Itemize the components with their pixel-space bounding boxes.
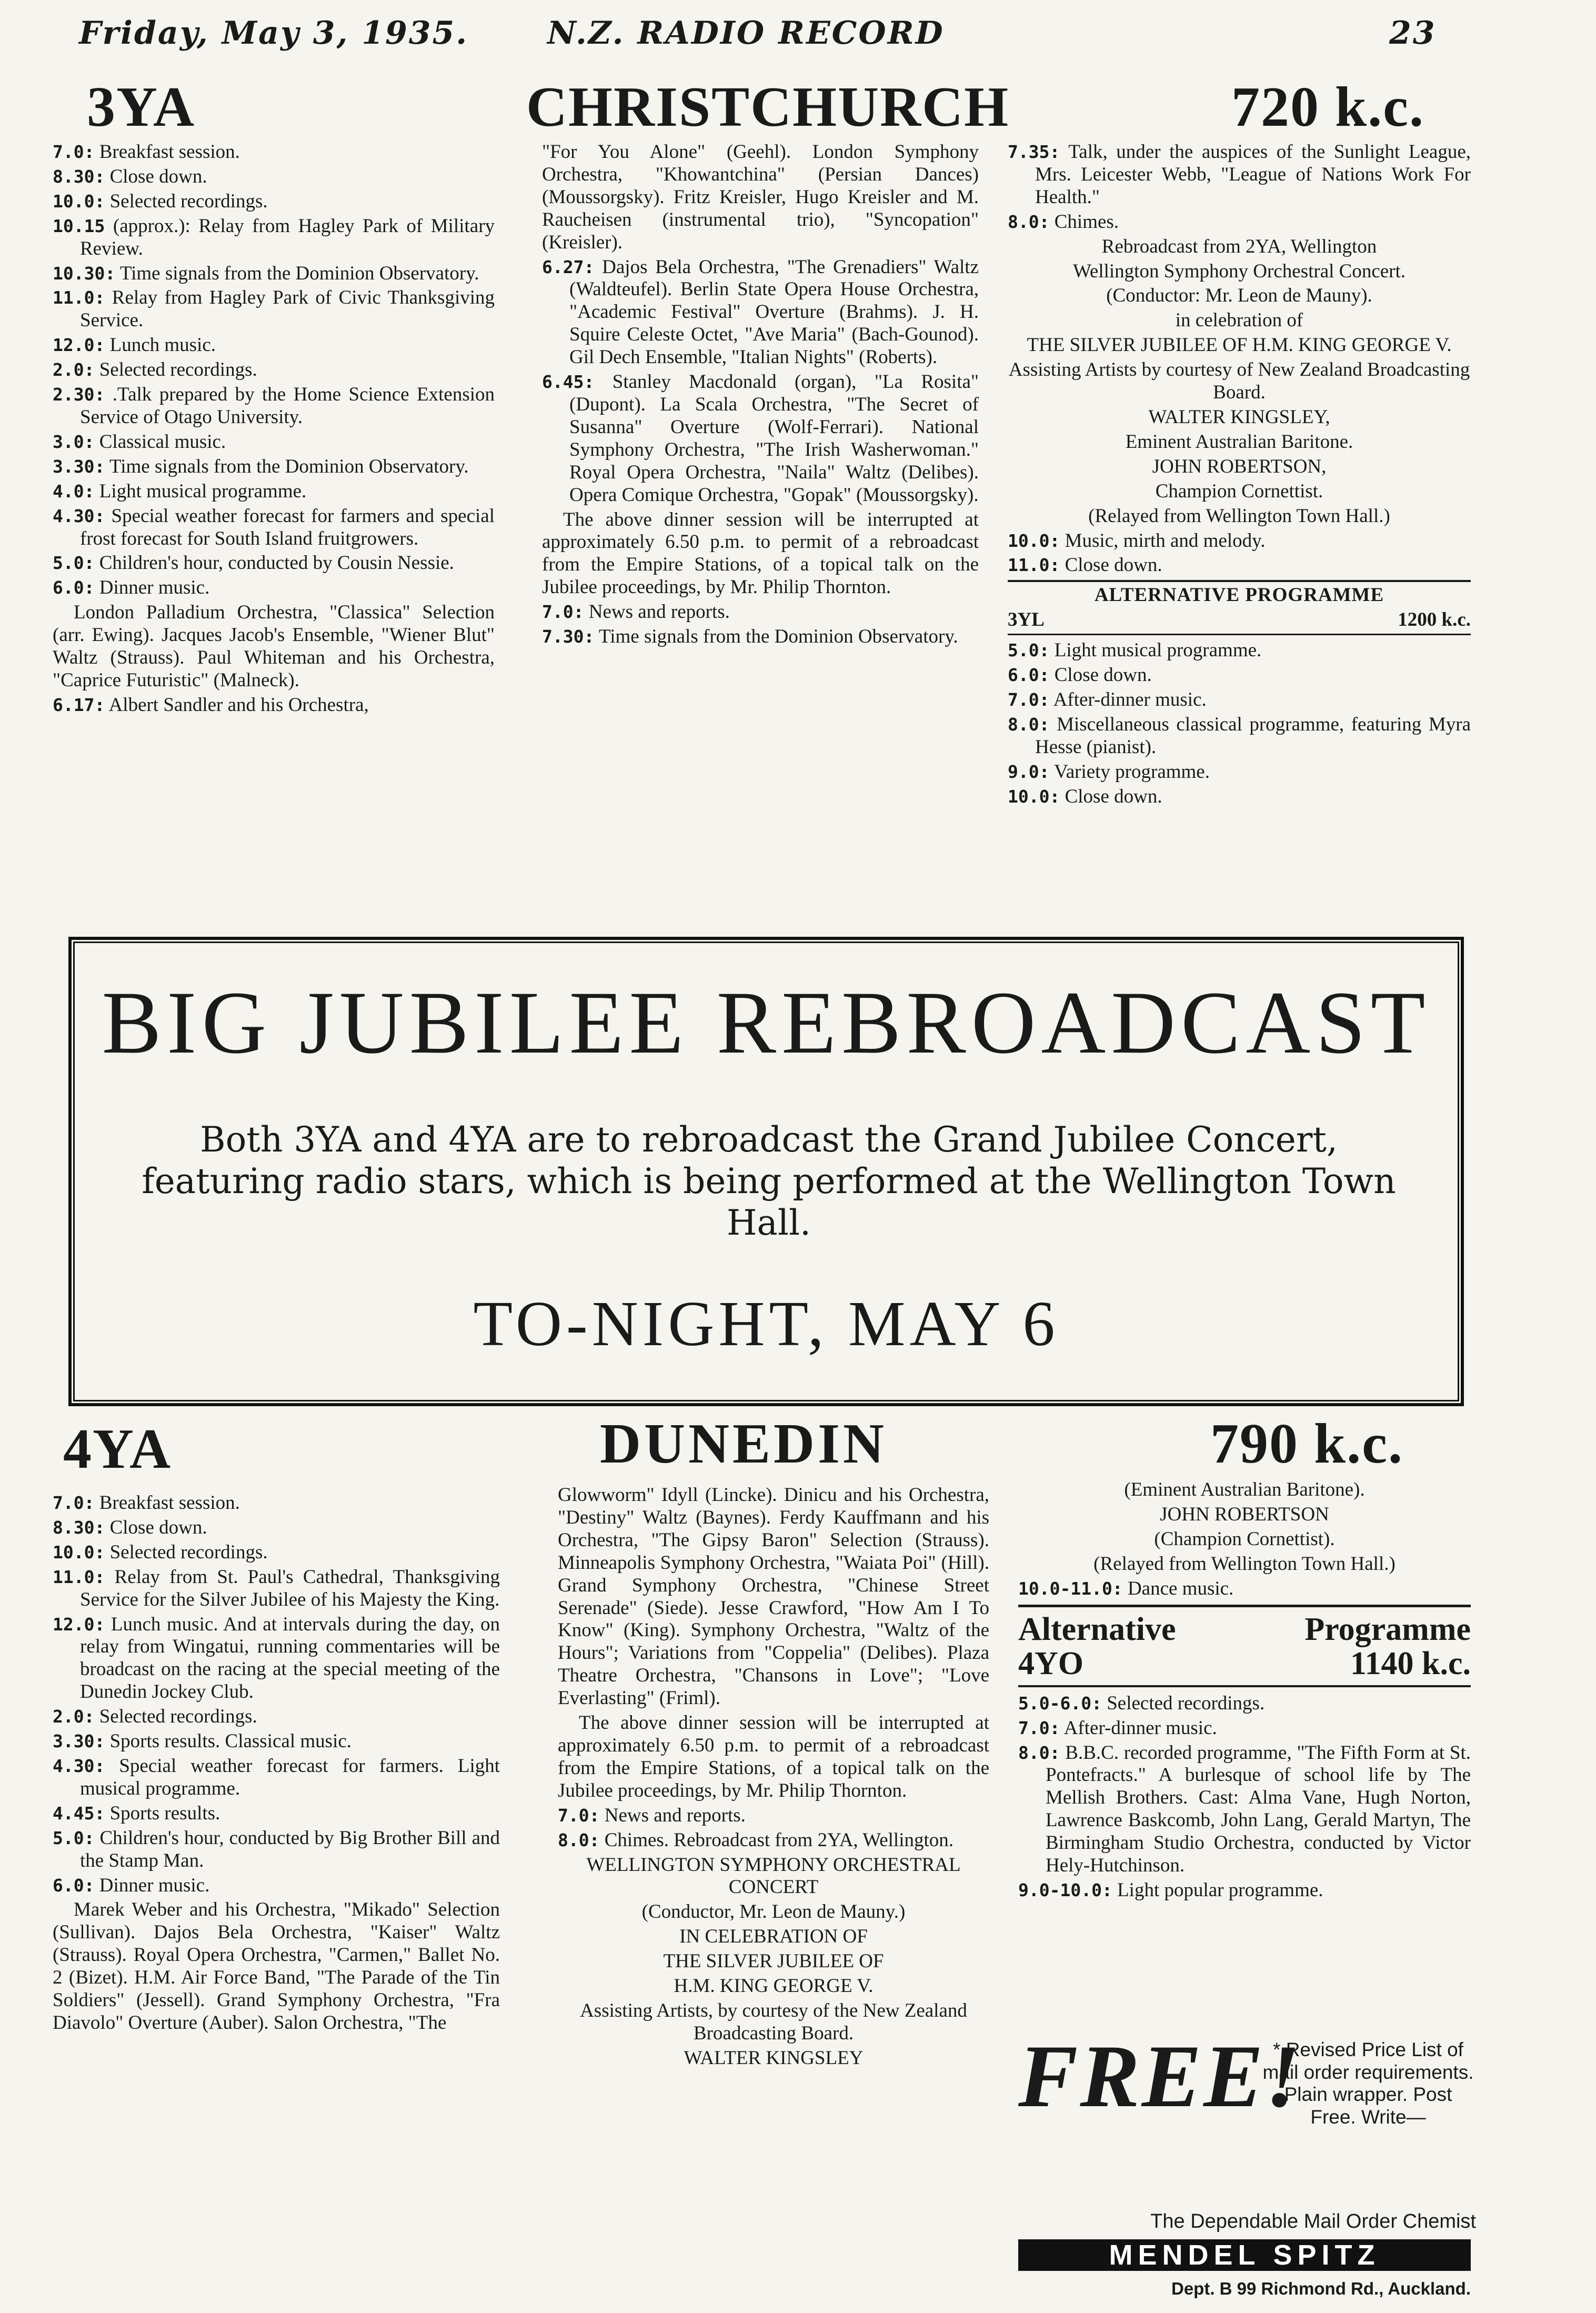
schedule-text: .Talk prepared by the Home Science Extension Service of Otago University. <box>80 384 495 428</box>
centered-line: (Conductor, Mr. Leon de Mauny.) <box>641 1901 906 1923</box>
schedule-text: Close down. <box>109 165 207 187</box>
schedule-time: 6.0: <box>53 1875 95 1896</box>
schedule-text: (approx.): Relay from Hagley Park of Military Review. <box>80 215 495 259</box>
schedule-item <box>1008 761 1471 784</box>
schedule-item <box>542 601 979 624</box>
newspaper-title: N.Z. RADIO RECORD <box>547 15 945 52</box>
schedule-time: 3.0: <box>53 431 95 452</box>
schedule-text: Dinner music. <box>99 577 210 599</box>
banner-title: BIG JUBILEE REBROADCAST <box>102 973 1431 1072</box>
schedule-text: After-dinner music. <box>1063 1717 1217 1739</box>
schedule-text: Light musical programme. <box>99 480 307 502</box>
alt-freq: 1200 k.c. <box>1398 609 1471 631</box>
centered-line: JOHN ROBERTSON <box>1160 1503 1329 1525</box>
schedule-item <box>542 371 979 506</box>
schedule-text: Stanley Macdonald (organ), "La Rosita" (Dupont). La Scala Orchestra, "The Secret of Susanna" Overture (Wolf-Ferrari). National Symphony Orchestra, "The Irish Washerwoman." Royal Opera Orchestra, "Naila" Waltz (Delibes). Opera Comique Orchestra, "Gopak" (Moussorgsky). <box>569 371 979 506</box>
dinner-music-para: Marek Weber and his Orchestra, "Mikado" Selection (Sullivan). Dajos Bela Orchestra, "Kaiser" Waltz (Strauss). Royal Opera Orchestra, "Carmen," Ballet No. 2 (Bizet). H.M. Air Force Band, "The Parade of the Tin Soldiers" (Jessell). Grand Symphony Orchestra, "Fra Diavolo" Overture (Auber). Salon Orchestra, "The <box>53 1899 500 2034</box>
alt-freq: 1140 k.c. <box>1350 1645 1471 1681</box>
schedule-time: 7.0: <box>1008 689 1050 710</box>
centered-line: JOHN ROBERTSON, <box>1152 455 1327 477</box>
centered-line: in celebration of <box>1175 309 1303 332</box>
schedule-time: 10.30: <box>53 263 116 284</box>
schedule-item <box>53 334 495 357</box>
schedule-item <box>53 263 495 285</box>
schedule-item <box>53 1755 500 1800</box>
schedule-time: 3.30: <box>53 1731 105 1752</box>
schedule-item <box>558 1829 989 1852</box>
ad-tagline: The Dependable Mail Order Chemist <box>1150 2210 1476 2232</box>
schedule-time: 5.0: <box>1008 640 1050 661</box>
station-3ya: 3YA <box>87 76 196 138</box>
schedule-time: 8.0: <box>1008 714 1050 735</box>
schedule-item <box>53 456 495 478</box>
centered-line: THE SILVER JUBILEE OF H.M. KING GEORGE V. <box>1027 334 1452 356</box>
centered-line: Rebroadcast from 2YA, Wellington <box>1101 235 1377 257</box>
alt-label: Alternative <box>1018 1611 1176 1647</box>
schedule-time: 5.0: <box>53 1827 95 1848</box>
schedule-text: Variety programme. <box>1054 760 1210 783</box>
schedule-text: Lunch music. <box>109 334 216 356</box>
schedule-item <box>1008 141 1471 209</box>
schedule-item <box>53 1566 500 1611</box>
schedule-item <box>53 215 495 261</box>
schedule-text: Sports results. <box>109 1802 220 1824</box>
schedule-time: 12.0: <box>53 335 105 356</box>
schedule-item <box>1018 1717 1471 1740</box>
freq-4ya: 790 k.c. <box>1210 1413 1403 1475</box>
ad-address: Dept. B 99 Richmond Rd., Auckland. <box>1171 2279 1471 2298</box>
schedule-text: Breakfast session. <box>99 141 240 163</box>
col-4ya-2 <box>558 1484 989 2072</box>
issue-date: Friday, May 3, 1935. <box>79 15 469 52</box>
schedule-text: Miscellaneous classical programme, featuring Myra Hesse (pianist). <box>1035 713 1471 758</box>
schedule-item <box>53 1541 500 1564</box>
schedule-item: 10.0-11.0: Dance music. <box>1018 1577 1234 1599</box>
schedule-time: 4.30: <box>53 1755 105 1776</box>
schedule-time: 5.0-6.0: <box>1018 1693 1102 1714</box>
jubilee-banner <box>68 937 1464 1406</box>
centered-line: IN CELEBRATION OF <box>679 1926 868 1948</box>
schedule-text: Special weather forecast for farmers and special frost forecast for South Island fruitgrowers. <box>80 505 495 549</box>
schedule-time: 5.0: <box>53 553 95 574</box>
divider <box>1018 1685 1471 1687</box>
schedule-time: 3.30: <box>53 456 105 477</box>
centered-line: (Relayed from Wellington Town Hall.) <box>1093 1553 1396 1575</box>
schedule-text: News and reports. <box>604 1804 746 1826</box>
schedule-time: 7.30: <box>542 626 595 647</box>
dinner-note: The above dinner session will be interrupted at approximately 6.50 p.m. to permit of a rebroadcast from the Empire Stations, of a topical talk on the Jubilee proceedings, by Mr. Philip Thornton. <box>542 508 979 598</box>
schedule-time: 8.30: <box>53 1517 105 1538</box>
schedule-text: Selected recordings. <box>109 190 268 212</box>
schedule-time: 8.30: <box>53 166 105 187</box>
schedule-item <box>1008 714 1471 759</box>
centered-line: WALTER KINGSLEY, <box>1148 406 1330 428</box>
schedule-time: 4.0: <box>53 480 95 502</box>
schedule-item <box>53 359 495 382</box>
schedule-item <box>53 141 495 164</box>
schedule-text: Children's hour, conducted by Cousin Nessie. <box>99 552 454 574</box>
schedule-text: Sports results. Classical music. <box>109 1730 352 1753</box>
city-christchurch: CHRISTCHURCH <box>526 76 1010 138</box>
schedule-time: 8.0: <box>1008 211 1050 232</box>
centered-line: H.M. KING GEORGE V. <box>674 1975 874 1997</box>
centered-line: (Conductor: Mr. Leon de Mauny). <box>1106 285 1372 307</box>
schedule-time: 2.0: <box>53 359 95 381</box>
alt-label: Programme <box>1304 1611 1471 1647</box>
ad-free-headline: FREE! <box>1018 2027 1302 2126</box>
divider <box>1018 1605 1471 1607</box>
dinner-music-para: London Palladium Orchestra, "Classica" Selection (arr. Ewing). Jacques Jacob's Ensemble, "Wiener Blut" Waltz (Strauss). Paul Whiteman and his Orchestra, "Caprice Futuristic" (Malneck). <box>53 602 495 691</box>
alt-heading-row1 <box>1018 1613 1471 1647</box>
schedule-item <box>53 1730 500 1753</box>
schedule-text: Time signals from the Dominion Observatory. <box>109 455 469 477</box>
schedule-item <box>1008 664 1471 687</box>
schedule-text: Breakfast session. <box>99 1492 240 1514</box>
schedule-item <box>53 1517 500 1539</box>
schedule-item: 6.17: Albert Sandler and his Orchestra, <box>53 694 369 716</box>
freq-3ya: 720 k.c. <box>1231 76 1424 138</box>
schedule-time: 4.30: <box>53 505 105 526</box>
schedule-time: 7.0: <box>53 142 95 162</box>
schedule-item <box>53 1706 500 1728</box>
schedule-text: Time signals from the Dominion Observatory. <box>119 262 479 284</box>
schedule-time: 6.0: <box>53 577 95 598</box>
schedule-text: Chimes. Rebroadcast from 2YA, Wellington. <box>604 1829 954 1851</box>
centered-line: THE SILVER JUBILEE OF <box>663 1950 884 1972</box>
schedule-time: 12.0: <box>53 1614 105 1635</box>
schedule-time: 10.0: <box>1008 786 1060 807</box>
ad-brand-bar: MENDEL SPITZ <box>1018 2239 1471 2271</box>
schedule-item <box>53 287 495 332</box>
schedule-text: Relay from Hagley Park of Civic Thanksgiving Service. <box>80 287 495 332</box>
centered-line: Assisting Artists by courtesy of New Zealand Broadcasting Board. <box>1008 359 1470 404</box>
centered-line: Eminent Australian Baritone. <box>1125 430 1353 453</box>
schedule-text: Selected recordings. <box>99 1706 257 1728</box>
schedule-item <box>53 577 495 599</box>
centered-line: Assisting Artists, by courtesy of the New Zealand Broadcasting Board. <box>580 1999 967 2044</box>
schedule-time: 10.0: <box>1008 530 1060 551</box>
schedule-item <box>53 384 495 429</box>
mendel-spitz-ad <box>1018 2027 1476 2298</box>
schedule-time: 8.0: <box>1018 1742 1060 1763</box>
alt-station: 3YL <box>1008 609 1045 631</box>
schedule-text: Selected recordings. <box>1107 1692 1265 1714</box>
schedule-time: 11.0: <box>1008 555 1060 576</box>
schedule-text: Close down. <box>1065 554 1162 576</box>
schedule-text: Time signals from the Dominion Observatory. <box>598 626 958 648</box>
schedule-time: 2.30: <box>53 384 105 405</box>
schedule-item <box>542 256 979 369</box>
schedule-time: 6.27: <box>542 256 595 277</box>
schedule-text: News and reports. <box>588 601 730 623</box>
schedule-text: Classical music. <box>99 430 226 453</box>
schedule-item <box>53 480 495 503</box>
dinner-music-cont: "For You Alone" (Geehl). London Symphony Orchestra, "Khowantchina" (Persian Dances) (Moussorgsky). Fritz Kreisler, Hugo Kreisler and M. Raucheisen (instrumental trio), "Syncopation" (Kreisler). <box>542 141 979 253</box>
divider <box>1008 580 1471 582</box>
schedule-time: 6.0: <box>1008 665 1050 686</box>
col-3ya-3 <box>1008 141 1471 810</box>
schedule-item <box>53 1614 500 1704</box>
schedule-time: 6.45: <box>542 372 595 393</box>
schedule-item <box>53 552 495 575</box>
col-3ya-2 <box>542 141 979 650</box>
schedule-time: 10.15 <box>53 215 105 236</box>
schedule-item <box>1008 530 1471 553</box>
schedule-text: Selected recordings. <box>109 1541 268 1563</box>
centered-line: (Relayed from Wellington Town Hall.) <box>1088 505 1390 527</box>
schedule-item <box>53 505 495 550</box>
centered-line: WALTER KINGSLEY <box>684 2047 864 2069</box>
schedule-text: Selected recordings. <box>99 359 257 381</box>
schedule-text: Dinner music. <box>99 1874 210 1896</box>
schedule-text: Chimes. <box>1054 211 1119 233</box>
schedule-time: 7.0: <box>558 1805 600 1826</box>
schedule-item <box>53 191 495 213</box>
divider <box>1008 634 1471 635</box>
schedule-text: Children's hour, conducted by Big Brother Bill and the Stamp Man. <box>80 1827 500 1871</box>
alt-station-bar <box>1008 609 1471 632</box>
schedule-item <box>1018 1742 1471 1877</box>
dinner-note: The above dinner session will be interrupted at approximately 6.50 p.m. to permit of a rebroadcast from the Empire Stations, of a topical talk on the Jubilee proceedings, by Mr. Philip Thornton. <box>558 1712 989 1801</box>
schedule-text: Dajos Bela Orchestra, "The Grenadiers" Waltz (Waldteufel). Berlin State Opera House Orchestra, "Academic Festival" Overture (Brahms). J. H. Squire Celeste Octet, "Ave Maria" (Bach-Gounod). Gil Dech Ensemble, "Italian Nights" (Roberts). <box>569 256 979 368</box>
schedule-text: Music, mirth and melody. <box>1065 529 1266 552</box>
page-number: 23 <box>1389 15 1437 52</box>
schedule-text: B.B.C. recorded programme, "The Fifth Form at St. Pontefracts." A burlesque of school life by The Mellish Brothers. Cast: Alma Vane, Hugh Norton, Lawrence Baskcomb, John Lang, Gerald Martyn, The Birmingham Studio Orchestra, conducted by Victor Hely-Hutchinson. <box>1046 1741 1471 1877</box>
banner-date: TO-NIGHT, MAY 6 <box>473 1288 1059 1359</box>
schedule-text: Close down. <box>1065 785 1162 807</box>
schedule-time: 7.0: <box>53 1493 95 1513</box>
city-dunedin: DUNEDIN <box>600 1413 888 1475</box>
schedule-time: 7.35: <box>1008 142 1060 162</box>
schedule-time: 11.0: <box>53 1566 105 1587</box>
station-4ya: 4YA <box>63 1418 172 1480</box>
col-3ya-1 <box>53 141 495 719</box>
alt-station: 4YO <box>1018 1645 1083 1681</box>
centered-line: (Eminent Australian Baritone). <box>1124 1479 1365 1500</box>
schedule-time: 2.0: <box>53 1706 95 1727</box>
schedule-text: Close down. <box>109 1516 207 1538</box>
schedule-text: Special weather forecast for farmers. Light musical programme. <box>80 1755 500 1799</box>
schedule-text: Talk, under the auspices of the Sunlight League, Mrs. Leicester Webb, "League of Nations Work For Health." <box>1035 141 1471 208</box>
schedule-time: 7.0: <box>1018 1717 1060 1738</box>
schedule-item <box>1018 1693 1471 1715</box>
schedule-time: 10.0: <box>53 1541 105 1563</box>
schedule-time: 9.0-10.0: <box>1018 1879 1112 1900</box>
dinner-music-cont: Glowworm" Idyll (Lincke). Dinicu and his Orchestra, "Destiny" Waltz (Baynes). Ferdy Kauffmann and his Orchestra, "The Gipsy Baron" Selection (Strauss). Minneapolis Symphony Orchestra, "Waiata Poi" (Hill). Grand Symphony Orchestra, "Chinese Street Serenade" (Siede). Jesse Crawford, "How Am I To Know" (King). Symphony Orchestra, "Waltz of the Hours"; Variations from "Coppelia" (Delibes). Plaza Theatre Orchestra, "Chansons in Love"; "Love Everlasting" (Friml). <box>558 1484 989 1709</box>
alt-heading-row2 <box>1018 1647 1471 1681</box>
schedule-text: Light musical programme. <box>1054 639 1262 662</box>
schedule-item <box>558 1805 989 1827</box>
schedule-time: 7.0: <box>542 602 584 623</box>
col-4ya-1 <box>53 1492 500 2037</box>
schedule-item <box>53 1875 500 1897</box>
schedule-item <box>53 1492 500 1515</box>
schedule-time: 9.0: <box>1008 761 1050 782</box>
schedule-item <box>53 1803 500 1825</box>
ad-text: * Revised Price List of mail order requirements. Plain wrapper. Post Free. Write— <box>1262 2039 1474 2128</box>
schedule-text: Lunch music. And at intervals during the day, on relay from Wingatui, running commentaries will be broadcast on the racing at the special meeting of the Dunedin Jockey Club. <box>80 1613 500 1703</box>
banner-body: Both 3YA and 4YA are to rebroadcast the Grand Jubilee Concert, featuring radio stars, which is being performed at the Wellington Town Hall. <box>142 1119 1396 1244</box>
schedule-item <box>1008 639 1471 662</box>
centered-line: WELLINGTON SYMPHONY ORCHESTRAL CONCERT <box>586 1854 961 1898</box>
schedule-text: Close down. <box>1054 664 1152 686</box>
schedule-item <box>1008 554 1471 577</box>
schedule-time: 11.0: <box>53 287 105 308</box>
schedule-item <box>1008 786 1471 808</box>
schedule-text: Light popular programme. <box>1117 1879 1323 1901</box>
schedule-item <box>542 626 979 648</box>
alt-programme-title: ALTERNATIVE PROGRAMME <box>1094 584 1384 606</box>
schedule-time: 4.45: <box>53 1803 105 1824</box>
schedule-time: 10.0: <box>53 191 105 212</box>
schedule-text: Relay from St. Paul's Cathedral, Thanksgiving Service for the Silver Jubilee of his Majesty the King. <box>80 1566 500 1610</box>
schedule-text: After-dinner music. <box>1053 688 1207 710</box>
schedule-item <box>53 431 495 454</box>
centered-line: Champion Cornettist. <box>1155 480 1323 502</box>
schedule-item <box>1008 211 1471 234</box>
schedule-item <box>53 1827 500 1873</box>
col-4ya-3 <box>1018 1479 1471 1904</box>
centered-line: (Champion Cornettist). <box>1154 1528 1335 1550</box>
centered-line: Wellington Symphony Orchestral Concert. <box>1072 260 1406 282</box>
schedule-time: 8.0: <box>558 1829 600 1850</box>
schedule-item <box>1018 1879 1471 1902</box>
schedule-item <box>53 166 495 188</box>
schedule-item <box>1008 689 1471 712</box>
